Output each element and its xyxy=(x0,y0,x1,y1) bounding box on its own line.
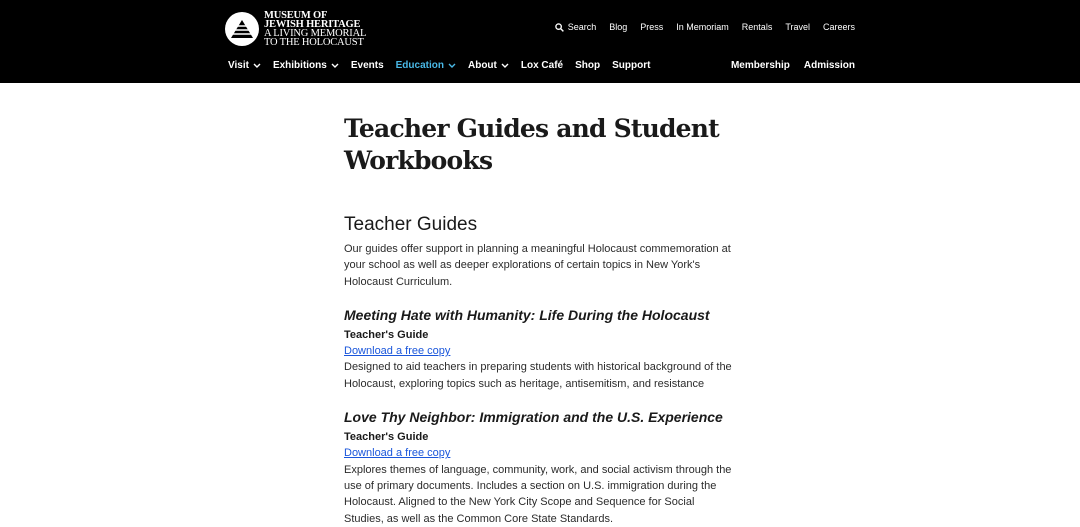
nav-item-label: Exhibitions xyxy=(272,60,327,71)
util-link-blog[interactable]: Blog xyxy=(609,22,628,32)
util-link-press[interactable]: Press xyxy=(640,22,664,32)
nav-item-events[interactable] xyxy=(351,60,384,71)
logo-pyramid-icon xyxy=(225,12,259,46)
nav-item-label: Lox Café xyxy=(520,60,564,71)
nav-item-label: Events xyxy=(350,60,384,71)
logo-line-4: TO THE HOLOCAUST xyxy=(264,37,364,48)
chevron-down-icon xyxy=(501,63,509,68)
guide-title: Meeting Hate with Humanity: Life During the Holocaust xyxy=(344,306,710,323)
utility-nav xyxy=(555,22,855,32)
util-link-rentals[interactable]: Rentals xyxy=(741,22,773,32)
chevron-down-icon xyxy=(253,63,261,68)
nav-item-label: Visit xyxy=(228,60,249,71)
logo-line-3: A LIVING MEMORIAL xyxy=(264,28,367,39)
guide-subtitle: Teacher's Guide xyxy=(344,431,429,444)
nav-item-lox-cafe[interactable] xyxy=(521,60,563,71)
search-link[interactable] xyxy=(555,22,597,32)
page-title: Teacher Guides and Student Workbooks xyxy=(344,114,719,175)
download-link[interactable]: Download a free copy xyxy=(344,447,451,460)
util-link-travel[interactable]: Travel xyxy=(785,22,810,32)
guide-item xyxy=(344,409,736,527)
util-link-in-memoriam[interactable]: In Memoriam xyxy=(676,22,729,32)
main-content xyxy=(344,113,736,527)
nav-item-support[interactable] xyxy=(612,60,650,71)
museum-logo[interactable] xyxy=(225,11,366,47)
guide-item xyxy=(344,307,736,392)
logo-line-2: JEWISH HERITAGE xyxy=(264,19,361,30)
section-title: Teacher Guides xyxy=(344,214,478,235)
guide-description: Designed to aid teachers in preparing students with historical background of the Holocaust, exploring topics such as heritage, antisemitism, and resistance xyxy=(344,361,732,390)
nav-item-label: Shop xyxy=(575,60,601,71)
util-link-careers[interactable]: Careers xyxy=(822,22,855,32)
nav-item-education[interactable] xyxy=(396,60,456,71)
chevron-down-icon xyxy=(448,63,456,68)
search-icon xyxy=(555,23,564,32)
nav-item-label: Education xyxy=(395,60,444,71)
nav-item-visit[interactable] xyxy=(228,60,261,71)
search-label: Search xyxy=(567,22,597,32)
nav-item-label: About xyxy=(467,60,497,71)
nav-admission[interactable]: Admission xyxy=(803,60,855,71)
main-nav xyxy=(228,60,662,71)
nav-item-about[interactable] xyxy=(468,60,509,71)
nav-item-shop[interactable] xyxy=(575,60,600,71)
nav-item-exhibitions[interactable] xyxy=(273,60,339,71)
nav-item-label: Support xyxy=(612,60,651,71)
guide-subtitle: Teacher's Guide xyxy=(344,328,429,341)
right-nav xyxy=(731,60,855,71)
nav-membership[interactable]: Membership xyxy=(730,60,790,71)
download-link[interactable]: Download a free copy xyxy=(344,345,451,358)
section-intro: Our guides offer support in planning a meaningful Holocaust commemoration at your school as well as deeper explorations of certain topics in New York's Holocaust Curriculum. xyxy=(344,243,731,288)
guide-description: Explores themes of language, community, work, and social activism through the use of primary documents. Includes a section on U.S. immigration during the Holocaust. Aligned to the New York City Scope and Sequence for Social Studies, as well as the Common Core State Standards. xyxy=(344,463,732,525)
chevron-down-icon xyxy=(331,63,339,68)
logo-line-1: MUSEUM OF xyxy=(264,10,328,21)
logo-text xyxy=(264,11,366,47)
site-header xyxy=(0,0,1080,83)
guide-title: Love Thy Neighbor: Immigration and the U.S. Experience xyxy=(344,409,723,426)
